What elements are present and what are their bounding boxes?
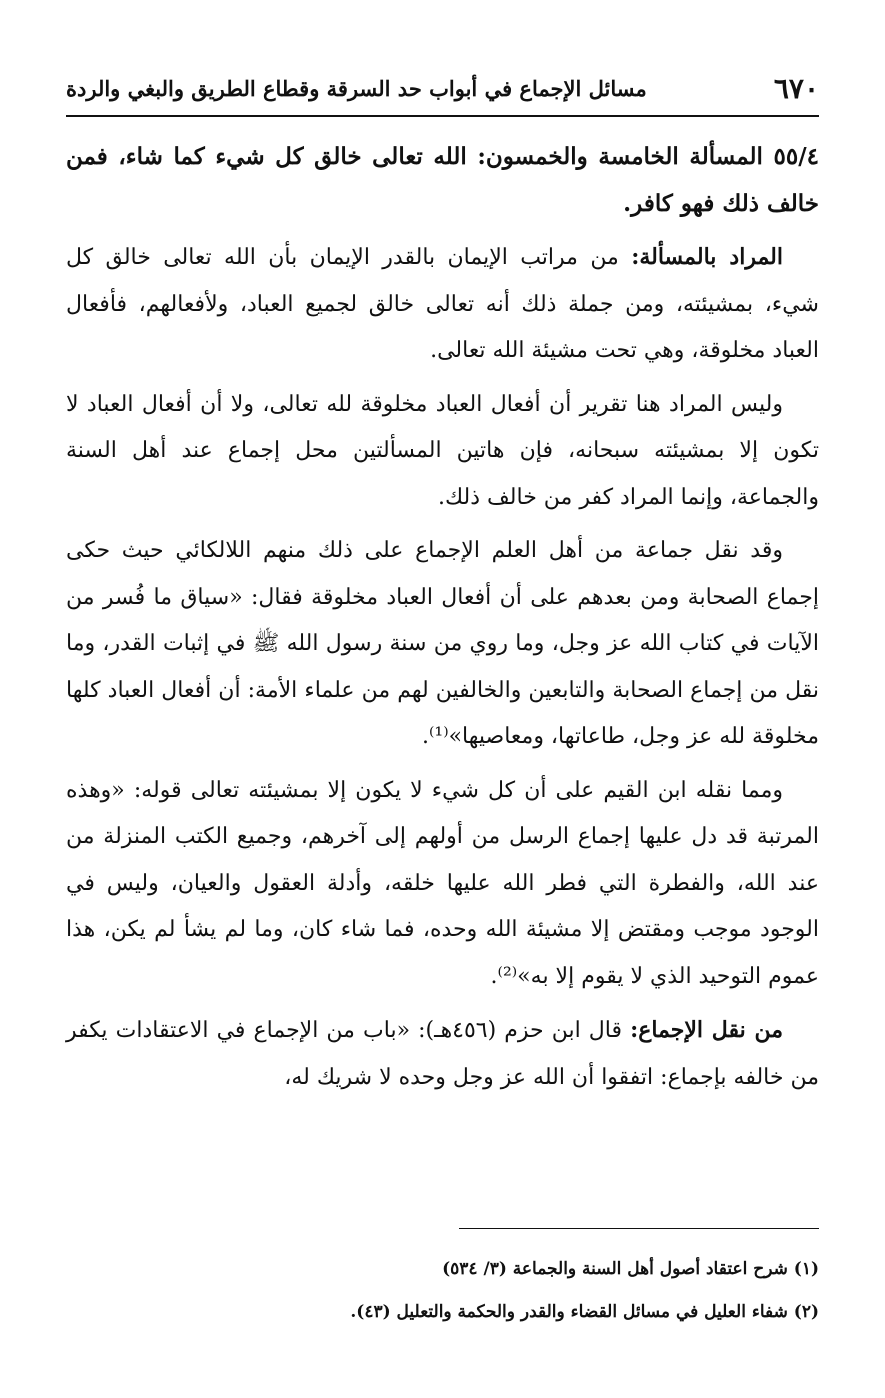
footnote-2: (٢) شفاء العليل في مسائل القضاء والقدر والحكمة والتعليل (٤٣).	[350, 1302, 819, 1322]
paragraph-clarification	[66, 382, 819, 522]
page-body	[66, 134, 819, 1108]
paragraph-text: ومما نقله ابن القيم على أن كل شيء لا يكون إلا بمشيئته تعالى قوله: «وهذه المرتبة قد دل عليها إجماع الرسل من أولهم إلى آخرهم، وجميع الكتب المنزلة من عند الله، والفطرة التي فطر الله عليها خلقه، وأدلة العقول والعيان، وليس في الوجود موجب ومقتض إلا مشيئة الله وحده، فما شاء كان، وما لم يشأ لم يكن، هذا عموم التوحيد الذي لا يقوم إلا به»⁽²⁾.	[66, 777, 820, 989]
paragraph-meaning	[66, 234, 819, 375]
paragraph-text: قال ابن حزم (٤٥٦هـ): «باب من الإجماع في الاعتقادات يكفر من خالفه بإجماع: اتفقوا أن الله عز وجل وحده لا شريك له،	[66, 1018, 819, 1090]
page-header	[66, 68, 819, 108]
paragraph-text: وقد نقل جماعة من أهل العلم الإجماع على ذلك منهم اللالكائي حيث حكى إجماع الصحابة ومن بعدهم على أن أفعال العباد مخلوقة فقال: «سياق ما فُسر من الآيات في كتاب الله عز وجل، وما روي من سنة رسول الله ﷺ في إثبات القدر، وما نقل من إجماع الصحابة والتابعين والخالفين لهم من علماء الأمة: أن أفعال العباد كلها مخلوقة لله عز وجل، طاعاتها، ومعاصيها»⁽¹⁾.	[66, 538, 819, 749]
issue-heading: ٥٥/٤ المسألة الخامسة والخمسون: الله تعالى خالق كل شيء كما شاء، فمن خالف ذلك فهو كافر.	[66, 143, 819, 217]
paragraph-text: وليس المراد هنا تقرير أن أفعال العباد مخلوقة لله تعالى، ولا أن أفعال العباد لا تكون إلا بمشيئته سبحانه، فإن هاتين المسألتين محل إجماع عند أهل السنة والجماعة، وإنما المراد كفر من خالف ذلك.	[66, 391, 819, 510]
paragraph-ijma-transmission	[66, 1007, 819, 1101]
footnotes	[66, 1248, 819, 1334]
footnote-rule	[459, 1228, 819, 1229]
paragraph-lead: من نقل الإجماع:	[630, 1017, 783, 1043]
running-title: مسائل الإجماع في أبواب حد السرقة وقطاع الطريق والبغي والردة	[66, 75, 647, 101]
paragraph-text: من مراتب الإيمان بالقدر الإيمان بأن الله تعالى خالق كل شيء، بمشيئته، ومن جملة ذلك أنه تعالى خالق لجميع العباد، ولأفعالهم، فأفعال العباد مخلوقة، وهي تحت مشيئة الله تعالى.	[66, 245, 819, 363]
header-rule	[66, 115, 819, 117]
paragraph-lead: المراد بالمسألة:	[631, 244, 783, 270]
paragraph-ibn-qayyim	[66, 768, 819, 1001]
page-number: ٦٧٠	[773, 71, 819, 105]
paragraph-lalikai	[66, 528, 819, 761]
footnote-1: (١) شرح اعتقاد أصول أهل السنة والجماعة (٣/ ٥٣٤)	[442, 1259, 819, 1279]
